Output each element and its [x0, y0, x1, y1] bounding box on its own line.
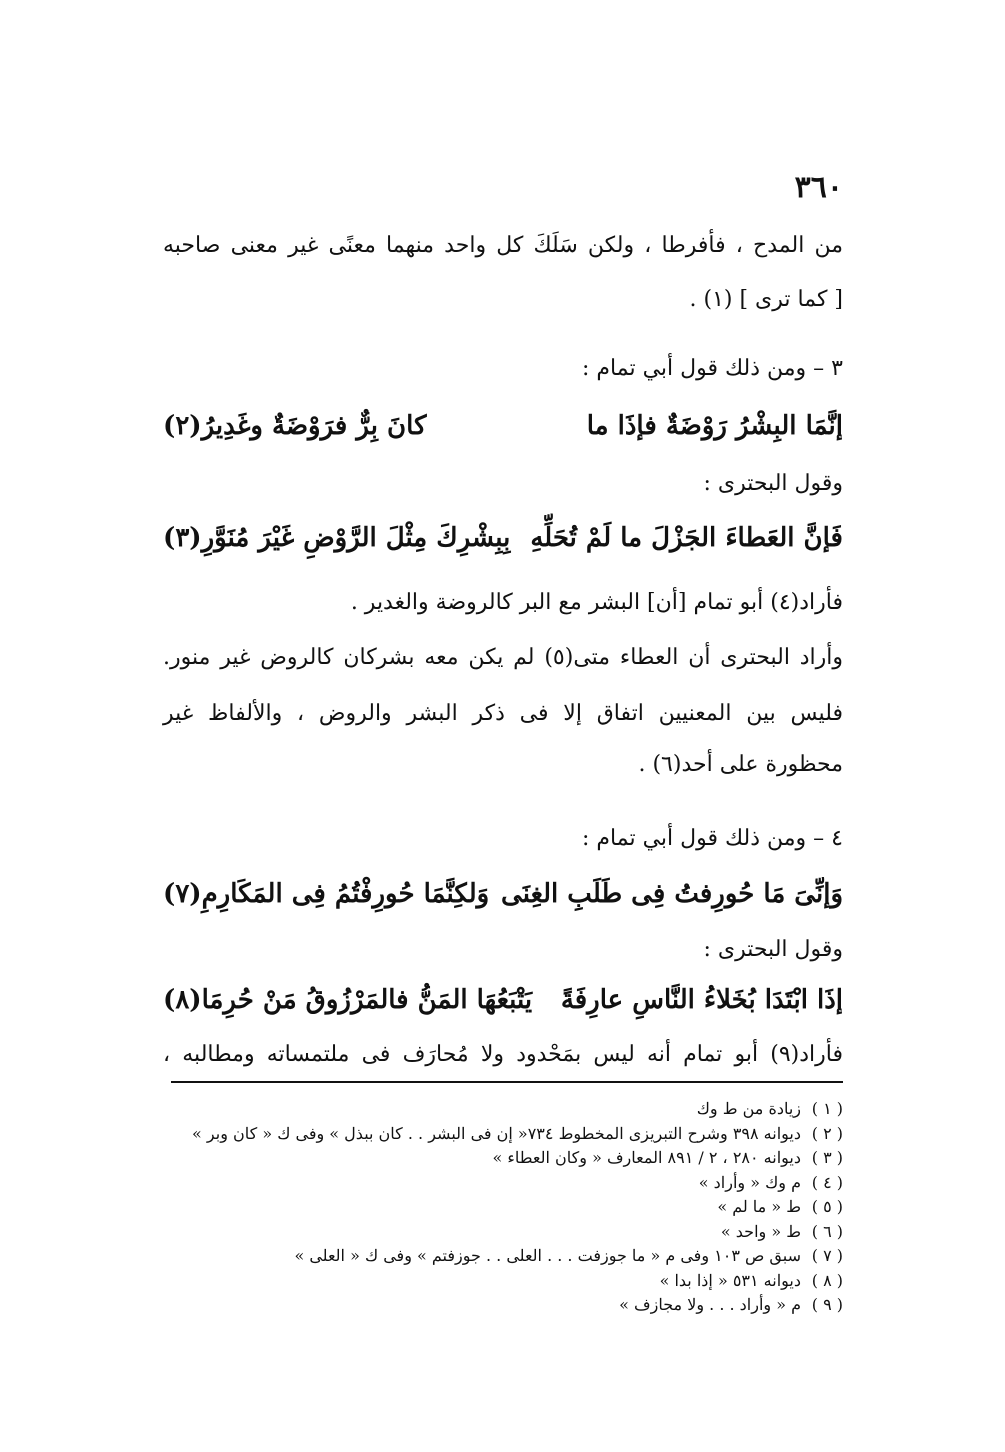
section-heading: ٣ – ومن ذلك قول أبي تمام : — [582, 356, 843, 381]
footnote-text: م وك « وأراد » — [698, 1172, 801, 1192]
prose-line: فليس بين المعنيين اتفاق إلا فى ذكر البشر والروض ، والألفاظ غير — [163, 701, 843, 726]
verse-hemistich-first: فَإنَّ العَطاءَ الجَزْلَ ما لَمْ تُحَلِّهِ — [530, 523, 843, 553]
prose-line: محظورة على أحد(٦) . — [638, 752, 843, 777]
footnote-text: ط « ما لم » — [717, 1197, 801, 1216]
verse — [163, 514, 843, 562]
footnote-text: سبق ص ١٠٣ وفى م « ما جوزفت . . . العلى . . جوزفتم » وفى ك « العلى » — [294, 1246, 801, 1265]
footnote — [163, 1293, 843, 1318]
verse-hemistich-first: وَإنِّىَ مَا حُورِفتُ فِى طَلَبِ الغِنَى — [501, 879, 843, 909]
footnote-text: ديوانه ٢٨٠ ، ٢ / ٨٩١ المعارف « وكان العطاء » — [492, 1148, 801, 1167]
footnote-number: ( ٥ ) — [811, 1197, 843, 1216]
prose-line: فأراد(٤) أبو تمام [أن] البشر مع البر كالروضة والغدير . — [350, 590, 843, 615]
footnote — [163, 1244, 843, 1269]
verse — [163, 976, 843, 1024]
footnote-number: ( ١ ) — [811, 1099, 843, 1118]
prose-line: وأراد البحترى أن العطاء متى(٥) لم يكن معه بشركان كالروض غير منور. — [163, 645, 843, 670]
footnote-number: ( ٣ ) — [811, 1148, 843, 1167]
prose-line: وقول البحترى : — [703, 937, 843, 962]
footnote-number: ( ٩ ) — [811, 1295, 843, 1314]
footnote — [163, 1269, 843, 1294]
verse-hemistich-second: وَلكِنَّمَا حُورِفْتُمُ فِى المَكَارِمِ(٧) — [163, 879, 490, 909]
footnote-number: ( ٧ ) — [811, 1246, 843, 1265]
footnote — [163, 1195, 843, 1220]
footnote-divider — [171, 1081, 843, 1083]
footnote-number: ( ٨ ) — [811, 1270, 843, 1290]
prose-line: وقول البحترى : — [703, 471, 843, 496]
footnote-number: ( ٢ ) — [811, 1123, 843, 1143]
prose-line: من المدح ، فأفرطا ، ولكن سَلَكَ كل واحد منهما معنًى غير معنى صاحبه — [163, 233, 843, 258]
footnote — [163, 1097, 843, 1122]
footnote-text: ديوانه ٣٩٨ وشرح التبريزى المخطوط ٧٣٤« إن فى البشر . . كان ببذل » وفى ك « كان وبر » — [192, 1123, 801, 1143]
page-number: ٣٦٠ — [794, 170, 843, 205]
verse-hemistich-second: بِبِشْرِكَ مِثْلَ الرَّوْضِ غَيْرَ مُنَوَّرِ(٣) — [163, 523, 511, 553]
footnote-number: ( ٤ ) — [811, 1172, 843, 1192]
footnotes — [163, 1097, 843, 1318]
prose-line: [ كما ترى ] (١) . — [689, 287, 843, 312]
footnote-text: ط « واحد » — [720, 1221, 801, 1241]
verse-hemistich-first: إنَّمَا البِشْرُ رَوْضَةٌ فإذَا ما — [586, 411, 843, 441]
verse — [163, 402, 843, 450]
footnote — [163, 1171, 843, 1196]
verse-hemistich-first: إذَا ابْتَدَا بُخَلاءُ النَّاسِ عارِفَةً — [560, 985, 843, 1015]
footnote-number: ( ٦ ) — [811, 1221, 843, 1241]
verse-hemistich-second: يَتْبَعُهَا المَنُّ فالمَرْزُوقُ مَنْ حُرِمَا(٨) — [163, 985, 533, 1015]
footnote-text: زيادة من ط وك — [696, 1099, 801, 1118]
verse — [163, 870, 843, 918]
section-heading: ٤ – ومن ذلك قول أبي تمام : — [582, 826, 843, 851]
footnote-text: ديوانه ٥٣١ « إذا بدا » — [659, 1270, 801, 1290]
footnote — [163, 1146, 843, 1171]
footnote — [163, 1220, 843, 1245]
footnote-text: م « وأراد . . . ولا مجازف » — [619, 1295, 801, 1314]
footnote — [163, 1122, 843, 1147]
verse-hemistich-second: كانَ بِرٌّ فرَوْضَةٌ وغَدِيرُ(٢) — [163, 411, 427, 441]
prose-line: فأراد(٩) أبو تمام أنه ليس بمَحْدود ولا مُحارَف فى ملتمساته ومطالبه ، — [163, 1042, 843, 1067]
